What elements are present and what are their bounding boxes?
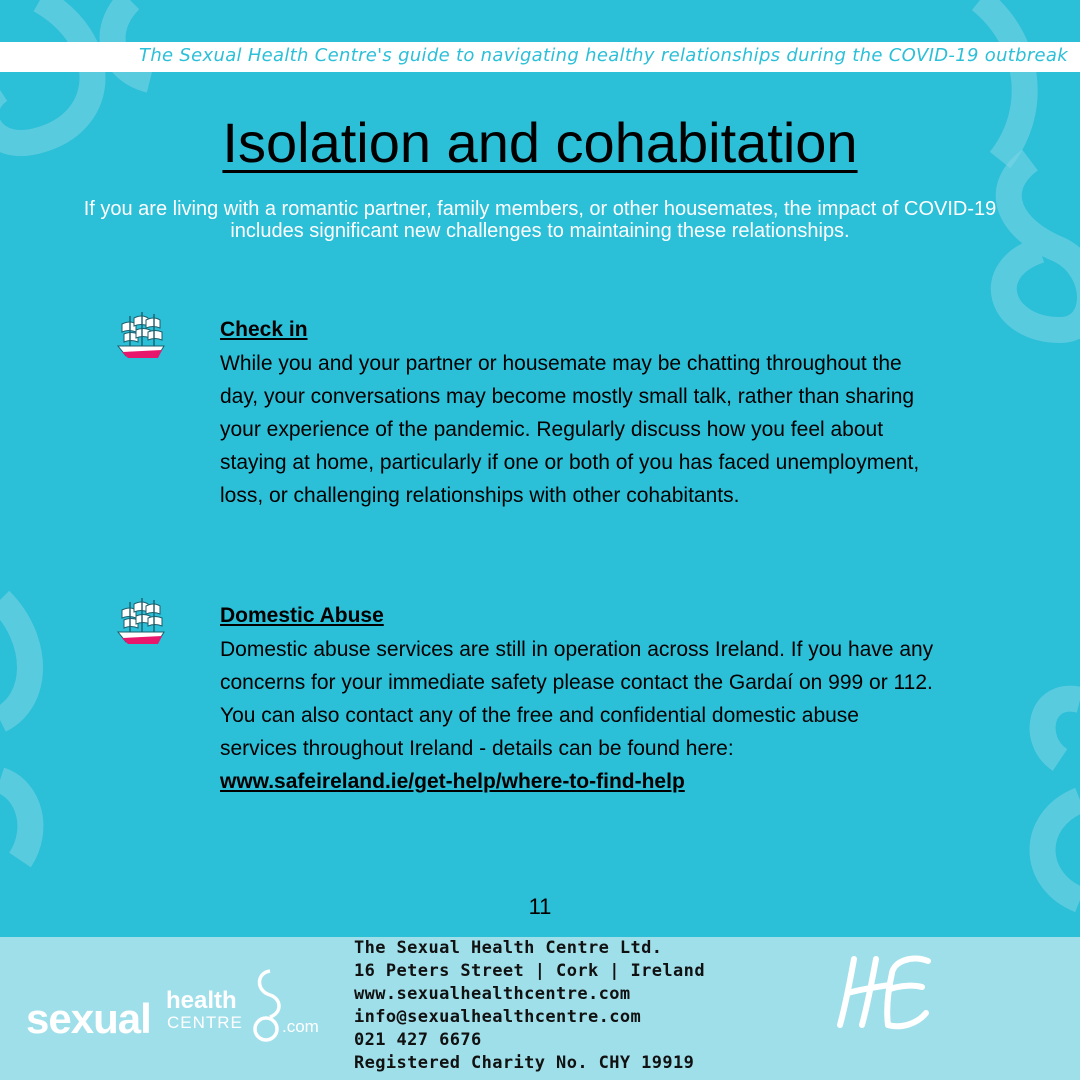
- item-body: [220, 310, 940, 512]
- safeireland-link[interactable]: www.safeireland.ie/get-help/where-to-find-help: [220, 770, 685, 793]
- sexual-health-centre-logo[interactable]: [26, 959, 326, 1049]
- logo-word-health: health: [166, 987, 237, 1014]
- item-heading: Check in: [220, 318, 308, 341]
- page-title: Isolation and cohabitation: [222, 111, 858, 174]
- email-link[interactable]: info@sexualhealthcentre.com: [354, 1007, 642, 1027]
- website-link[interactable]: www.sexualhealthcentre.com: [354, 984, 631, 1004]
- item-text: Domestic abuse services are still in operation across Ireland. If you have any concerns for your immediate safety please contact the Gardaí on 999 or 112. You can also contact any of the free and confidential domestic abuse services throughout Ireland - details can be found here:: [220, 638, 934, 760]
- intro-paragraph: If you are living with a romantic partner, family members, or other housemates, the impact of COVID-19 includes significant new challenges to maintaining these relationships.: [83, 198, 997, 242]
- logo-word-com: .com: [282, 1017, 319, 1036]
- item-heading: Domestic Abuse: [220, 604, 384, 627]
- hse-logo-icon: [832, 951, 942, 1031]
- footer: [0, 937, 1080, 1080]
- ship-icon: [116, 596, 166, 652]
- charity-number: Registered Charity No. CHY 19919: [354, 1053, 695, 1073]
- address-line: The Sexual Health Centre Ltd.: [354, 938, 663, 958]
- item-text: While you and your partner or housemate may be chatting throughout the day, your conversations may become mostly small talk, rather than sharing your experience of the pandemic. Regularly discuss how you feel about staying at home, particularly if one or both of you has faced unemployment, loss, or challenging relationships with other cohabitants.: [220, 352, 920, 507]
- address-line: 16 Peters Street | Cork | Ireland: [354, 961, 705, 981]
- contact-address: [354, 937, 774, 1075]
- phone-number: 021 427 6676: [354, 1030, 482, 1050]
- header-banner: [0, 42, 1080, 72]
- ship-icon: [116, 310, 166, 366]
- item-body: [220, 596, 940, 798]
- banner-text: The Sexual Health Centre's guide to navigating healthy relationships during the COVID-19 outbreak: [139, 45, 1068, 66]
- page-number: 11: [528, 894, 552, 919]
- logo-word-sexual: sexual: [26, 995, 151, 1042]
- logo-word-centre: CENTRE: [167, 1013, 243, 1032]
